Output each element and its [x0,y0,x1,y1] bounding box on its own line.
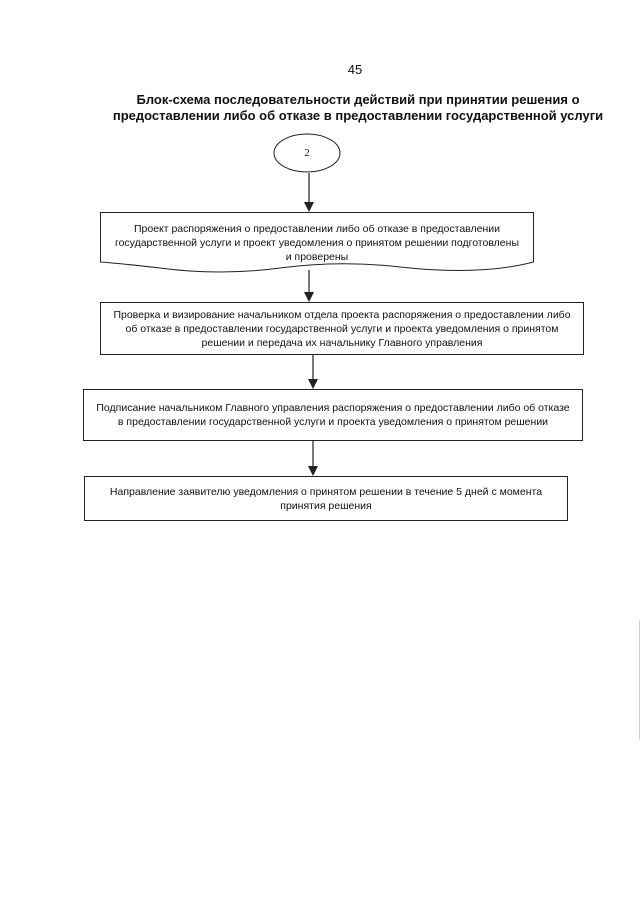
flow-step-3-text: Подписание начальником Главного управления распоряжения о предоставлении либо об отказе в предоставлении государственной услуги и проекта уведомления о принятом решении [96,402,570,428]
flow-step-4-text: Направление заявителю уведомления о принятом решении в течение 5 дней с момента принятия решения [109,485,543,512]
start-connector-label: 2 [304,147,310,159]
diagram-title-line-2: предоставлении либо об отказе в предоставлении государственной услуги [112,108,604,123]
flow-step-3 [83,389,583,441]
arrow-step3-to-step4 [306,441,320,477]
page-number: 45 [347,62,363,77]
flow-step-2 [100,302,584,355]
flow-step-1-text: Проект распоряжения о предоставлении либо об отказе в предоставлении государственной услуги и проект уведомления о принятом решении подготовлены и проверены [114,223,519,263]
diagram-title [78,92,638,124]
arrow-step1-to-step2 [302,270,316,303]
flow-step-2-text: Проверка и визирование начальником отдела проекта распоряжения о предоставлении либо об отказе в предоставлении государственной услуги и проекта уведомления о принятом решении и передача их начальнику Главного управления [113,308,571,349]
start-connector [273,133,341,173]
arrow-start-to-step1 [302,173,316,213]
diagram-title-line-1: Блок-схема последовательности действий при принятии решения о [136,92,580,107]
arrow-step2-to-step3 [306,355,320,390]
flow-step-4 [84,476,568,521]
flow-step-1 [100,212,534,274]
